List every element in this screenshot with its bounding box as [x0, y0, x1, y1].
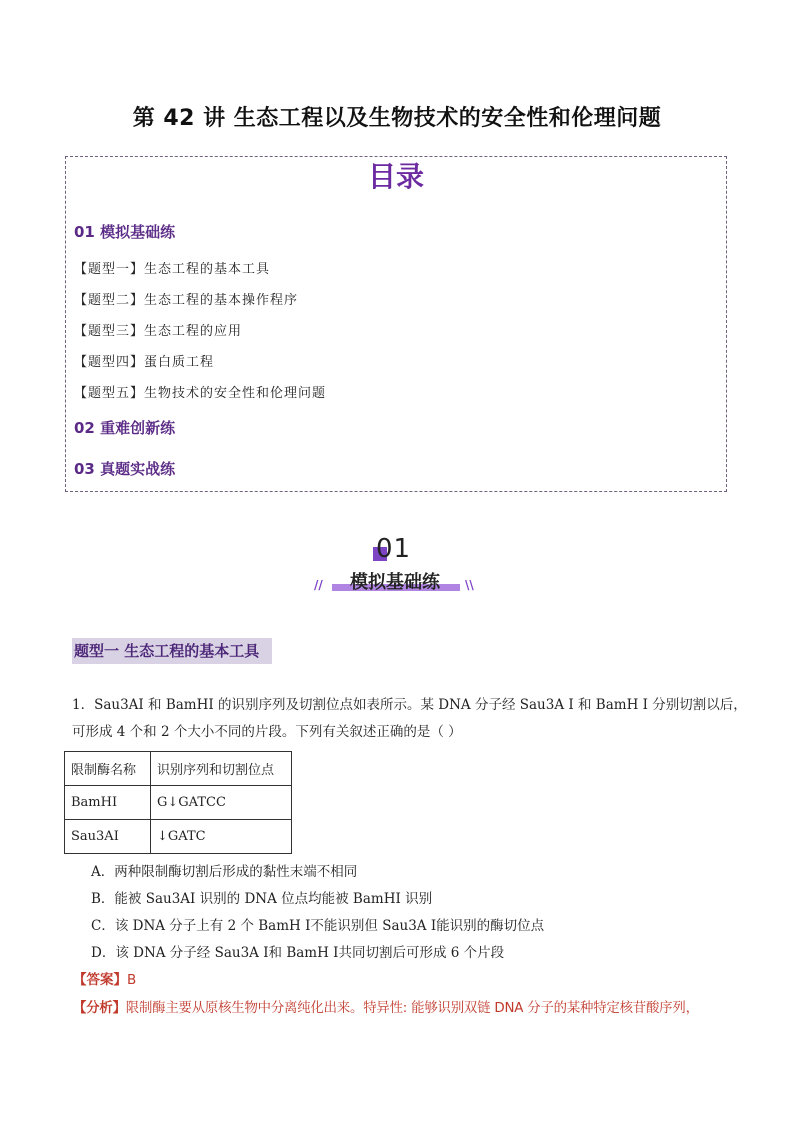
analysis-label: 【分析】 [73, 1001, 126, 1016]
table-cell: ↓GATC [151, 820, 292, 854]
question-line-1: 1．Sau3AI 和 BamHI 的识别序列及切割位点如表所示。某 DNA 分子经 Sau3A I 和 BamH I 分别切割以后， [72, 697, 747, 713]
answer-value: B [127, 972, 137, 988]
toc-item-5[interactable]: 【题型五】生物技术的安全性和伦理问题 [74, 386, 327, 401]
toc-item-3[interactable]: 【题型三】生态工程的应用 [74, 324, 243, 339]
table-header-cell: 识别序列和切割位点 [151, 752, 292, 786]
type-heading: 题型一 生态工程的基本工具 [72, 638, 272, 664]
table-header-row [65, 752, 292, 786]
option-c: C．该 DNA 分子上有 2 个 BamH Ⅰ不能识别但 Sau3A Ⅰ能识别的酶切位点 [91, 918, 545, 934]
answer-label: 【答案】 [73, 972, 127, 988]
section-banner [310, 534, 480, 596]
toc-item-1[interactable]: 【题型一】生态工程的基本工具 [74, 262, 271, 277]
analysis-text: 限制酶主要从原核生物中分离纯化出来。特异性: 能够识别双链 DNA 分子的某种特定核苷酸序列， [125, 1001, 699, 1016]
page-title: 第 42 讲 生态工程以及生物技术的安全性和伦理问题 [132, 106, 662, 131]
answer-line [73, 968, 136, 988]
question-line-2: 可形成 4 个和 2 个大小不同的片段。下列有关叙述正确的是（ ） [72, 724, 462, 740]
table-header-cell: 限制酶名称 [65, 752, 151, 786]
table-of-contents [65, 156, 727, 492]
analysis-line [73, 997, 699, 1016]
option-a: A．两种限制酶切割后形成的黏性末端不相同 [91, 864, 358, 880]
table-row [65, 786, 292, 820]
table-row [65, 820, 292, 854]
section-right-mark: \\ [465, 578, 474, 592]
section-left-mark: // [314, 578, 323, 592]
toc-item-4[interactable]: 【题型四】蛋白质工程 [74, 355, 215, 370]
table-cell: BamHI [65, 786, 151, 820]
toc-item-2[interactable]: 【题型二】生态工程的基本操作程序 [74, 293, 299, 308]
toc-section-3[interactable]: 03 真题实战练 [74, 460, 176, 478]
option-b: B．能被 Sau3AI 识别的 DNA 位点均能被 BamHI 识别 [91, 891, 433, 907]
table-cell: Sau3AI [65, 820, 151, 854]
section-name: 模拟基础练 [350, 572, 440, 593]
option-d: D．该 DNA 分子经 Sau3A Ⅰ和 BamH Ⅰ共同切割后可形成 6 个片段 [91, 945, 505, 961]
toc-section-1[interactable]: 01 模拟基础练 [74, 223, 176, 241]
enzyme-table [64, 751, 292, 854]
section-number: 01 [376, 534, 412, 564]
toc-section-2[interactable]: 02 重难创新练 [74, 419, 176, 437]
table-cell: G↓GATCC [151, 786, 292, 820]
toc-heading: 目录 [367, 160, 424, 193]
